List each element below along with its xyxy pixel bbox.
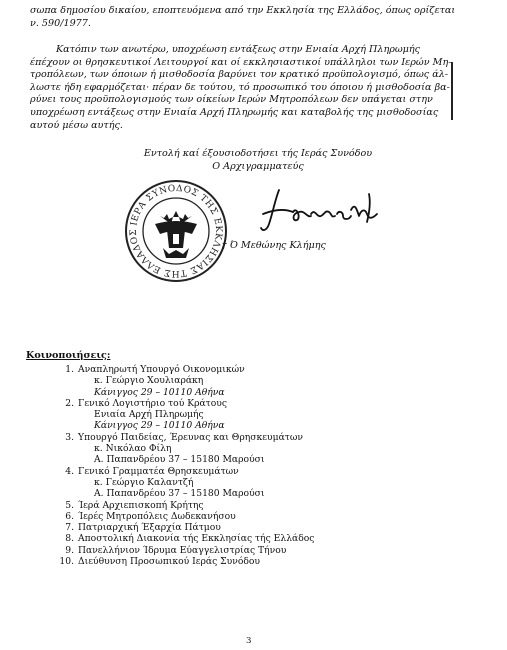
- page-number: 3: [246, 636, 252, 646]
- cc-list: [56, 364, 314, 567]
- text-line: αυτού μέσω αυτής.: [30, 119, 123, 131]
- list-number: 2.: [65, 397, 74, 409]
- recipient-address: Κάνιγγος 29 – 10110 Αθήνα: [94, 386, 225, 398]
- recipient-address: Α. Παπανδρέου 37 – 15180 Μαρούσι: [94, 454, 265, 466]
- recipient-name: Πατριαρχική Έξαρχία Πάτμου: [78, 522, 221, 534]
- recipient-name: Ίερά Αρχιεπισκοπή Κρήτης: [78, 499, 204, 511]
- list-number: 8.: [65, 533, 74, 545]
- authority-line: Εντολή καί έξουσιοδοτήσει τής Ιεράς Συνόδου: [143, 148, 373, 159]
- list-number: 1.: [65, 364, 74, 375]
- recipient-address: Α. Παπανδρέου 37 – 15180 Μαρούσι: [94, 488, 265, 500]
- list-item: [56, 511, 314, 522]
- list-item: [56, 522, 314, 533]
- text-line: έπέχουν οι θρησκευτικοί Λειτουργοί και οί εκκλησιαστικοί υπάλληλοι των Ιερών Μη-: [30, 56, 452, 68]
- list-item: [56, 545, 314, 556]
- paragraph-intro: [30, 5, 455, 30]
- cc-heading: Κοινοποιήσεις:: [26, 350, 111, 361]
- list-number: 3.: [65, 431, 74, 443]
- signer-name: † Ό Μεθώνης Κλήμης: [222, 240, 326, 251]
- recipient-name: Διεύθυνση Προσωπικού Ιεράς Συνόδου: [78, 556, 261, 568]
- list-item: [56, 500, 314, 511]
- list-number: 9.: [65, 544, 74, 556]
- text-line: ρύνει τους προϋπολογισμούς των οίκείων Ιερών Μητροπόλεων δεν υπάγεται στην: [30, 94, 433, 106]
- list-item: [56, 466, 314, 500]
- list-item: [56, 533, 314, 544]
- recipient-name: Γενικό Λογιστήριο τού Κράτους: [78, 397, 228, 409]
- list-item: [56, 364, 314, 398]
- recipient-address: Κάνιγγος 29 – 10110 Αθήνα: [94, 420, 225, 432]
- recipient-name: Αποστολική Διακονία τής Εκκλησίας τής Ελλάδος: [78, 533, 315, 545]
- paragraph-body: [30, 44, 451, 132]
- recipient-name: Υπουργό Παιδείας, Έρευνας και Θρησκευμάτων: [78, 431, 303, 443]
- text-line: ν. 590/1977.: [30, 17, 91, 29]
- recipient-name: Γενικό Γραμματέα Θρησκευμάτων: [78, 465, 239, 477]
- recipient-line: κ. Γεώργιο Καλαντζή: [94, 476, 194, 488]
- text-line: λωστε ήδη εφαρμόζεται· πέραν δε τούτου, τό προσωπικό του όποιου ή μισθοδοσία βα-: [30, 81, 450, 93]
- list-item: [56, 398, 314, 432]
- text-line: τροπόλεων, των όποιων ή μισθοδοσία βαρύνει τον κρατικό προϋπολογισμό, όπως άλ-: [30, 69, 449, 81]
- list-number: 4.: [65, 465, 74, 477]
- list-item: [56, 432, 314, 466]
- recipient-name: Αναπληρωτή Υπουργό Οικονομικών: [78, 364, 245, 375]
- text-line: υποχρέωση εντάξεως στην Ενιαία Αρχή Πληρωμής και καταβολής της μισθοδοσίας: [30, 106, 439, 118]
- recipient-name: Ίερές Μητροπόλεις Δωδεκανήσου: [78, 510, 236, 522]
- seal-text: ΙΕΡΑ ΣΥΝΟΔΟΣ ΤΗΣ ΕΚΚΛΗΣΙΑΣ ΤΗΣ ΕΛΛΑΔΟΣ: [128, 183, 224, 279]
- recipient-line: κ. Νικόλαο Φίλη: [94, 443, 172, 455]
- list-number: 10.: [59, 556, 74, 568]
- recipient-line: κ. Γεώργιο Χουλιαράκη: [94, 375, 204, 387]
- list-item: [56, 556, 314, 567]
- list-number: 7.: [65, 522, 74, 534]
- synod-seal-icon: [123, 178, 229, 284]
- margin-rule: [451, 62, 453, 120]
- signature-icon: [233, 184, 393, 236]
- list-number: 5.: [65, 499, 74, 511]
- recipient-name: Πανελλήνιον Ίδρυμα Εύαγγελιστρίας Τήνου: [78, 544, 287, 556]
- text-line: σωπα δημοσίου δικαίου, εποπτευόμενα από την Εκκλησία της Ελλάδος, όπως ορίζεται: [30, 5, 456, 16]
- authority-title: Ο Αρχιγραμματεύς: [212, 161, 304, 172]
- list-number: 6.: [65, 510, 74, 522]
- text-line: Κατόπιν των ανωτέρω, υποχρέωση εντάξεως στην Ενιαία Αρχή Πληρωμής: [56, 44, 421, 55]
- recipient-line: Ενιαία Αρχή Πληρωμής: [94, 409, 204, 421]
